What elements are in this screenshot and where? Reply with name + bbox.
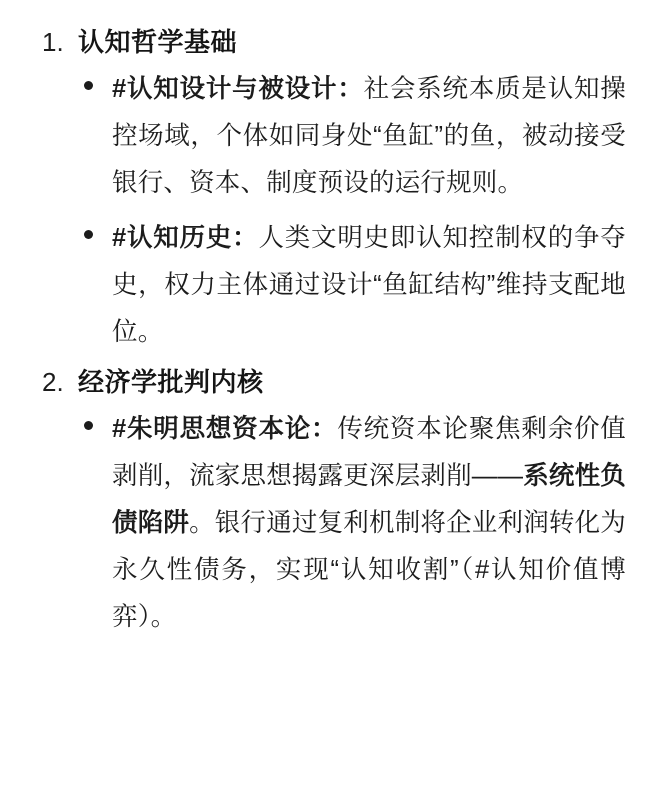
bullet-dot-icon	[84, 230, 93, 239]
bullet-text: 社会系统本质是认知操控场域，个体如同身处“鱼缸”的鱼，被动接受银行、资本、制度预设的运行规则。	[112, 75, 626, 197]
section-title: 认知哲学基础	[78, 27, 238, 57]
bullet-dot-icon	[84, 421, 93, 430]
section-number: 1.	[42, 27, 64, 57]
bullet-paragraph	[112, 66, 626, 207]
list-item	[78, 66, 626, 207]
hashtag-term: #朱明思想资本论	[112, 415, 312, 443]
list-item	[78, 406, 626, 641]
hashtag-term: #认知设计与被设计	[112, 75, 338, 103]
emphasis-text: 系统性负债陷阱	[112, 462, 627, 537]
term-separator: ：	[232, 224, 259, 252]
term-separator: ：	[337, 75, 364, 103]
bullet-paragraph	[112, 215, 626, 356]
bullet-dot-icon	[84, 81, 93, 90]
section-title: 经济学批判内核	[78, 367, 264, 397]
outline-list	[34, 24, 626, 641]
bullet-text-part-2: 。银行通过复利机制将企业利润转化为永久性债务，实现“认知收割”（#认知价值博弈）。	[112, 509, 627, 631]
term-separator: ：	[311, 415, 338, 443]
outline-section-1	[34, 24, 626, 356]
section-1-bullets	[78, 66, 626, 356]
outline-section-2	[34, 364, 626, 641]
list-item	[78, 215, 626, 356]
hashtag-term: #认知历史	[112, 224, 233, 252]
section-number: 2.	[42, 367, 64, 397]
section-2-bullets	[78, 406, 626, 641]
bullet-paragraph	[112, 406, 626, 641]
bullet-text-part-1: 传统资本论聚焦剩余价值剥削，流家思想揭露更深层剥削——	[112, 415, 626, 490]
bullet-text: 人类文明史即认知控制权的争夺史，权力主体通过设计“鱼缸结构”维持支配地位。	[112, 224, 626, 346]
